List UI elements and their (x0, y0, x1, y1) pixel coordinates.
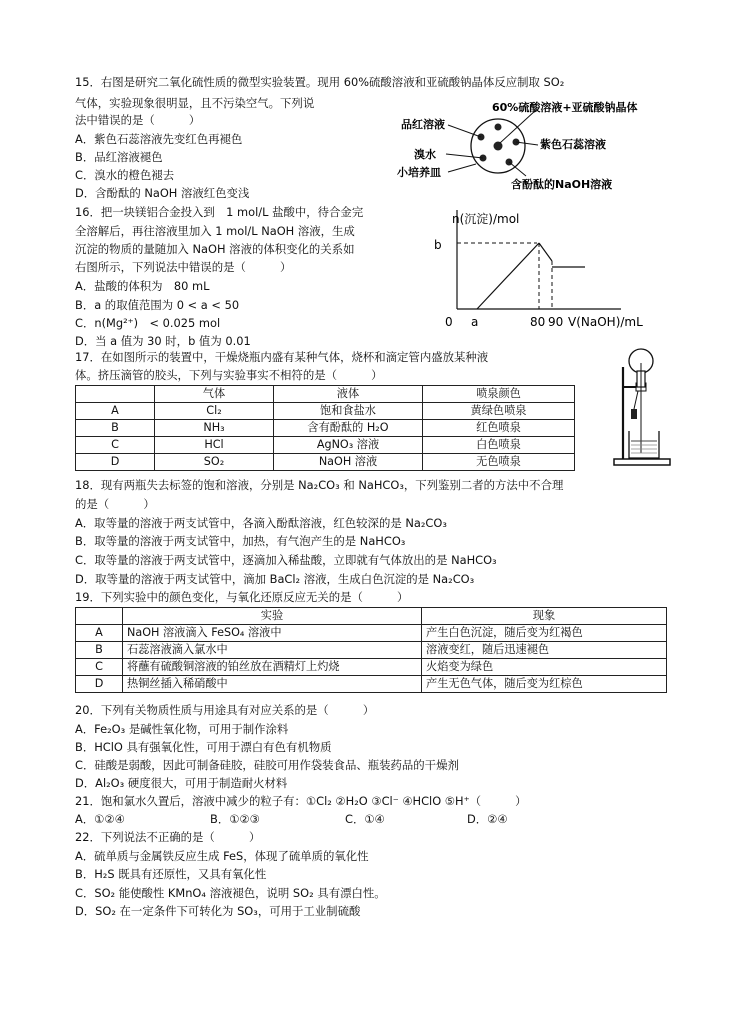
q20-option-d: D．Al₂O₃ 硬度很大，可用于制造耐火材料 (75, 776, 288, 790)
q17-table (75, 385, 575, 471)
q15-stem-line2: 气体，实验现象很明显，且不污染空气。下列说 (75, 96, 315, 110)
label-acid-sulfite: 60%硫酸溶液+亚硫酸钠晶体 (492, 101, 638, 114)
q19-table (75, 607, 667, 693)
graph-90-label: 90 (548, 315, 564, 329)
q19-stem: 19．下列实验中的颜色变化，与氧化还原反应无关的是（ ） (75, 590, 409, 604)
q18-stem-line1: 18．现有两瓶失去标签的饱和溶液，分别是 Na₂CO₃ 和 NaHCO₃，下列鉴别二者的方法中不合理 (75, 478, 564, 492)
label-litmus: 紫色石蕊溶液 (540, 138, 606, 151)
q17-stem-line1: 17．在如图所示的装置中，干燥烧瓶内盛有某种气体，烧杯和滴定管内盛放某种液 (75, 350, 489, 364)
q16-stem-line4: 右图所示，下列说法中错误的是（ ） (75, 260, 292, 274)
q22-stem: 22．下列说法不正确的是（ ） (75, 830, 261, 844)
q21-stem: 21．饱和氯水久置后，溶液中减少的粒子有：①Cl₂ ②H₂O ③Cl⁻ ④HClO ⑤H⁺（ ） (75, 794, 527, 808)
graph-origin-label: 0 (445, 315, 453, 329)
q15-option-d: D．含酚酞的 NaOH 溶液红色变浅 (75, 186, 250, 200)
label-naoh-phenolphthalein: 含酚酞的NaOH溶液 (511, 178, 613, 191)
q17-stem-line2: 体。挤压滴管的胶头，下列与实验事实不相符的是（ ） (75, 368, 383, 382)
q22-option-a: A．硫单质与金属铁反应生成 FeS，体现了硫单质的氧化性 (75, 849, 369, 863)
q22-option-c: C．SO₂ 能使酸性 KMnO₄ 溶液褪色，说明 SO₂ 具有漂白性。 (75, 886, 386, 900)
graph-x-label: V(NaOH)/mL (568, 315, 643, 329)
stand-base (614, 459, 670, 465)
table-row: D SO₂ NaOH 溶液 无色喷泉 (76, 454, 575, 471)
label-petri-dish: 小培养皿 (397, 166, 441, 179)
q16-stem-line1: 16．把一块镁铝合金投入到 1 mol/L 盐酸中，待合金完 (75, 205, 364, 219)
q20-stem: 20．下列有关物质性质与用途具有对应关系的是（ ） (75, 703, 375, 717)
q15-option-b: B．品红溶液褪色 (75, 150, 163, 164)
q21-option-b: B．①②③ (210, 812, 260, 826)
q20-option-c: C．硅酸是弱酸，因此可制备硅胶，硅胶可用作袋装食品、瓶装药品的干燥剂 (75, 758, 459, 772)
q16-option-d: D．当 a 值为 30 时，b 值为 0.01 (75, 334, 251, 348)
label-pinhong: 品红溶液 (401, 118, 445, 131)
q18-option-b: B．取等量的溶液于两支试管中，加热，有气泡产生的是 NaHCO₃ (75, 534, 406, 548)
q21-option-a: A．①②④ (75, 812, 125, 826)
table-row: D 热铜丝插入稀硝酸中 产生无色气体，随后变为红棕色 (76, 676, 667, 693)
graph-y-label: n(沉淀)/mol (452, 212, 520, 226)
table-row: B NH₃ 含有酚酞的 H₂O 红色喷泉 (76, 420, 575, 437)
q18-option-a: A．取等量的溶液于两支试管中，各滴入酚酞溶液，红色较深的是 Na₂CO₃ (75, 516, 447, 530)
petri-well-center (494, 142, 503, 151)
q20-option-a: A．Fe₂O₃ 是碱性氧化物，可用于制作涂料 (75, 722, 289, 736)
dropper-bulb (631, 409, 637, 419)
q15-stem-line1: 15．右图是研究二氧化硫性质的微型实验装置。现用 60%硫酸溶液和亚硫酸钠晶体反应制取 SO₂ (75, 75, 565, 89)
table-row: C 将蘸有硫酸铜溶液的铂丝放在酒精灯上灼烧 火焰变为绿色 (76, 659, 667, 676)
fall-line (539, 243, 552, 261)
q22-option-b: B．H₂S 既具有还原性，又具有氧化性 (75, 867, 267, 881)
q16-option-c: C．n(Mg²⁺) < 0.025 mol (75, 316, 221, 330)
graph-a-label: a (471, 315, 479, 329)
q15-option-a: A．紫色石蕊溶液先变红色再褪色 (75, 132, 243, 146)
q18-option-d: D．取等量的溶液于两支试管中，滴加 BaCl₂ 溶液，生成白色沉淀的是 Na₂CO₃ (75, 572, 475, 586)
q15-petri-dish-figure (396, 96, 681, 196)
petri-well-top (495, 124, 502, 131)
beaker (629, 431, 659, 458)
q16-stem-line2: 全溶解后，再往溶液里加入 1 mol/L NaOH 溶液，生成 (75, 224, 355, 238)
table-row: B 石蕊溶液滴入氯水中 溶液变红，随后迅速褪色 (76, 642, 667, 659)
table-row: A NaOH 溶液滴入 FeSO₄ 溶液中 产生白色沉淀，随后变为红褐色 (76, 625, 667, 642)
q16-option-b: B．a 的取值范围为 0 < a < 50 (75, 298, 240, 312)
q16-precipitate-graph (425, 205, 665, 330)
q21-option-c: C．①④ (345, 812, 385, 826)
table-row: C HCl AgNO₃ 溶液 白色喷泉 (76, 437, 575, 454)
q21-option-d: D．②④ (467, 812, 508, 826)
q20-option-b: B．HClO 具有强氧化性，可用于漂白有色有机物质 (75, 740, 332, 754)
rise-line (477, 243, 539, 309)
q18-stem-line2: 的是（ ） (75, 497, 155, 511)
table-row: A Cl₂ 饱和食盐水 黄绿色喷泉 (76, 403, 575, 420)
q16-option-a: A．盐酸的体积为 80 mL (75, 279, 210, 293)
q19-table-header: 实验 现象 (76, 608, 667, 625)
q15-option-c: C．溴水的橙色褪去 (75, 168, 175, 182)
graph-b-label: b (434, 238, 442, 252)
q15-stem-line3: 法中错误的是（ ） (75, 113, 201, 127)
q17-table-header: 气体 液体 喷泉颜色 (76, 386, 575, 403)
q22-option-d: D．SO₂ 在一定条件下可转化为 SO₃，可用于工业制硫酸 (75, 904, 361, 918)
label-bromine-water: 溴水 (414, 148, 436, 161)
q18-option-c: C．取等量的溶液于两支试管中，逐滴加入稀盐酸，立即就有气体放出的是 NaHCO₃ (75, 553, 497, 567)
q16-stem-line3: 沉淀的物质的量随加入 NaOH 溶液的体积变化的关系如 (75, 242, 355, 256)
q17-fountain-apparatus (612, 345, 672, 470)
graph-80-label: 80 (530, 315, 546, 329)
